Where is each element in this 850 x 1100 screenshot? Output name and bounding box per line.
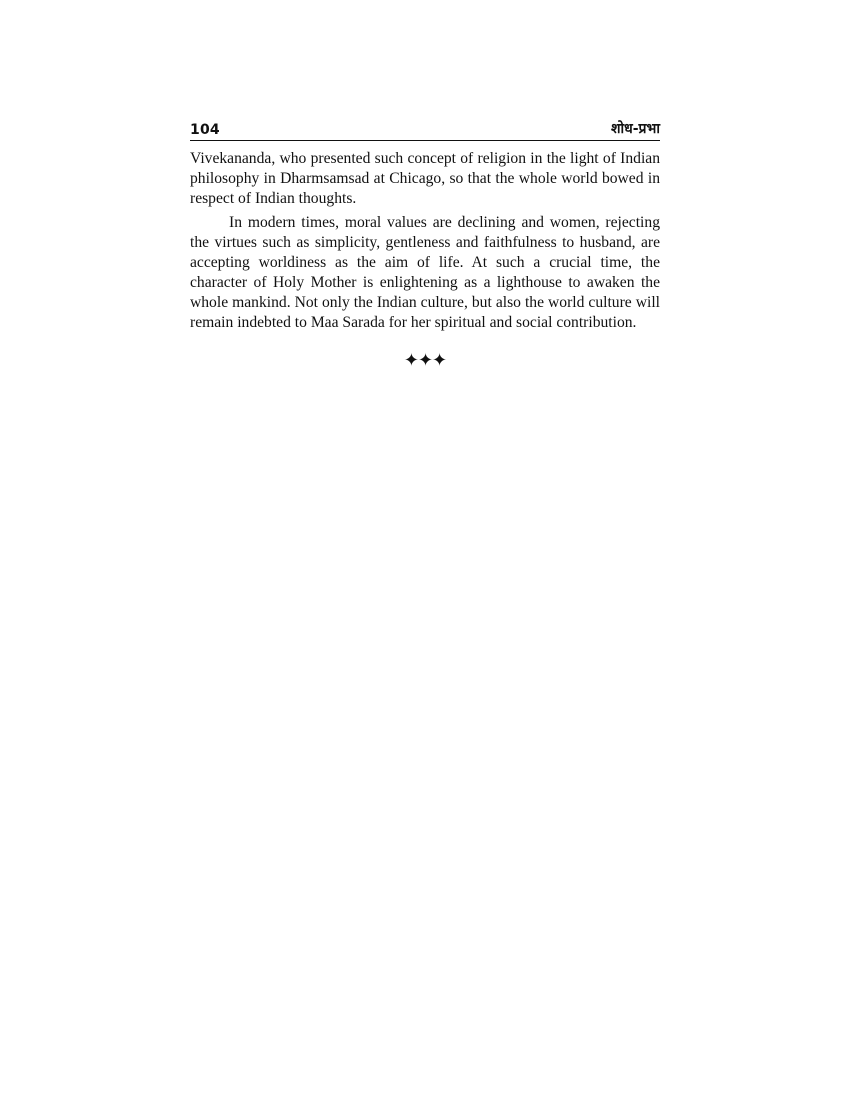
document-page — [190, 116, 660, 371]
paragraph-1: Vivekananda, who presented such concept of religion in the light of Indian philosophy in Dharmsamsad at Chicago, so that the whole world bowed in respect of Indian thoughts. — [190, 150, 660, 207]
running-header — [190, 116, 660, 141]
paragraph-2: In modern times, moral values are declining and women, rejecting the virtues such as simplicity, gentleness and faithfulness to husband, are accepting worldiness as the aim of life. At such a crucial time, the character of Holy Mother is enlightening as a lighthouse to awaken the whole mankind. Not only the Indian culture, but also the world culture will remain indebted to Maa Sarada for her spiritual and social contribution. — [190, 214, 660, 331]
section-end-ornament: ✦✦✦ — [403, 350, 447, 371]
page-number: 104 — [190, 122, 220, 138]
journal-title: शोध-प्रभा — [610, 121, 660, 137]
